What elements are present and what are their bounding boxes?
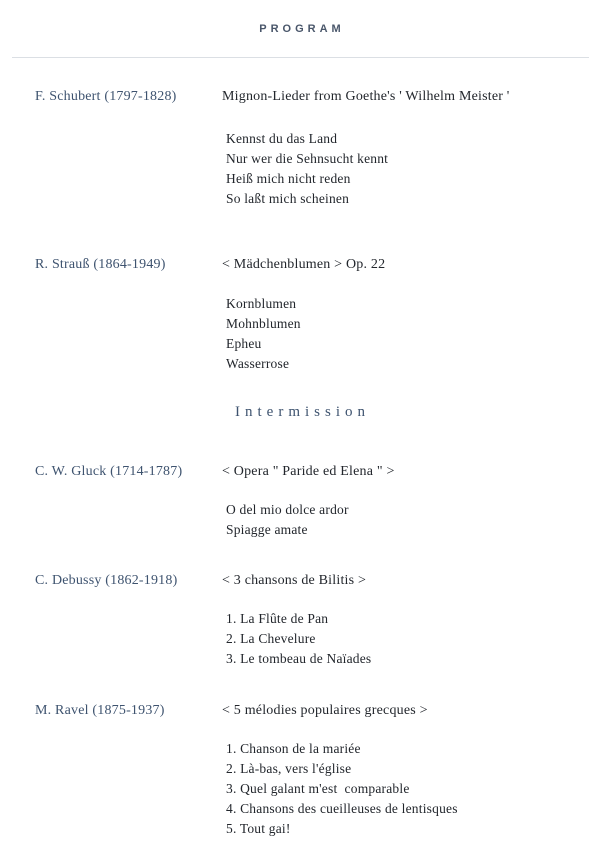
song-list-strauss [226, 294, 301, 374]
song-title: Kornblumen [226, 296, 297, 311]
composer-name-strauss: R. Strauß (1864-1949) [35, 257, 166, 272]
song-title: 5. Tout gai! [226, 821, 291, 836]
intermission-label: Intermission [235, 404, 370, 420]
song-list-debussy [226, 609, 371, 669]
song-title: 4. Chansons des cueilleuses de lentisques [226, 801, 458, 816]
song-list-ravel [226, 739, 458, 839]
song-title: 2. La Chevelure [226, 631, 316, 646]
song-title: Nur wer die Sehnsucht kennt [226, 151, 389, 166]
song-title: 3. Le tombeau de Naïades [226, 651, 372, 666]
song-title: Heiß mich nicht reden [226, 171, 351, 186]
work-title-strauss: < Mädchenblumen > Op. 22 [222, 257, 386, 272]
work-title-debussy: < 3 chansons de Bilitis > [222, 573, 367, 588]
song-title: Kennst du das Land [226, 131, 338, 146]
song-title: 2. Là-bas, vers l'église [226, 761, 352, 776]
composer-name-gluck: C. W. Gluck (1714-1787) [35, 464, 183, 479]
song-title: So laßt mich scheinen [226, 191, 350, 206]
composer-name-debussy: C. Debussy (1862-1918) [35, 573, 178, 588]
song-list-gluck [226, 500, 349, 540]
page-title: PROGRAM [259, 23, 345, 35]
divider [12, 57, 589, 58]
work-title-ravel: < 5 mélodies populaires grecques > [222, 703, 428, 718]
song-title: O del mio dolce ardor [226, 502, 349, 517]
song-list-schubert [226, 129, 388, 209]
work-title-gluck: < Opera " Paride ed Elena " > [222, 464, 395, 479]
work-title-schubert: Mignon-Lieder from Goethe's ' Wilhelm Meister ' [222, 89, 510, 104]
composer-name-ravel: M. Ravel (1875-1937) [35, 703, 165, 718]
song-title: Mohnblumen [226, 316, 301, 331]
song-title: 1. Chanson de la mariée [226, 741, 361, 756]
song-title: 3. Quel galant m'est comparable [226, 781, 410, 796]
song-title: Spiagge amate [226, 522, 308, 537]
composer-name-schubert: F. Schubert (1797-1828) [35, 89, 177, 104]
song-title: Wasserrose [226, 356, 290, 371]
song-title: Epheu [226, 336, 262, 351]
song-title: 1. La Flûte de Pan [226, 611, 329, 626]
